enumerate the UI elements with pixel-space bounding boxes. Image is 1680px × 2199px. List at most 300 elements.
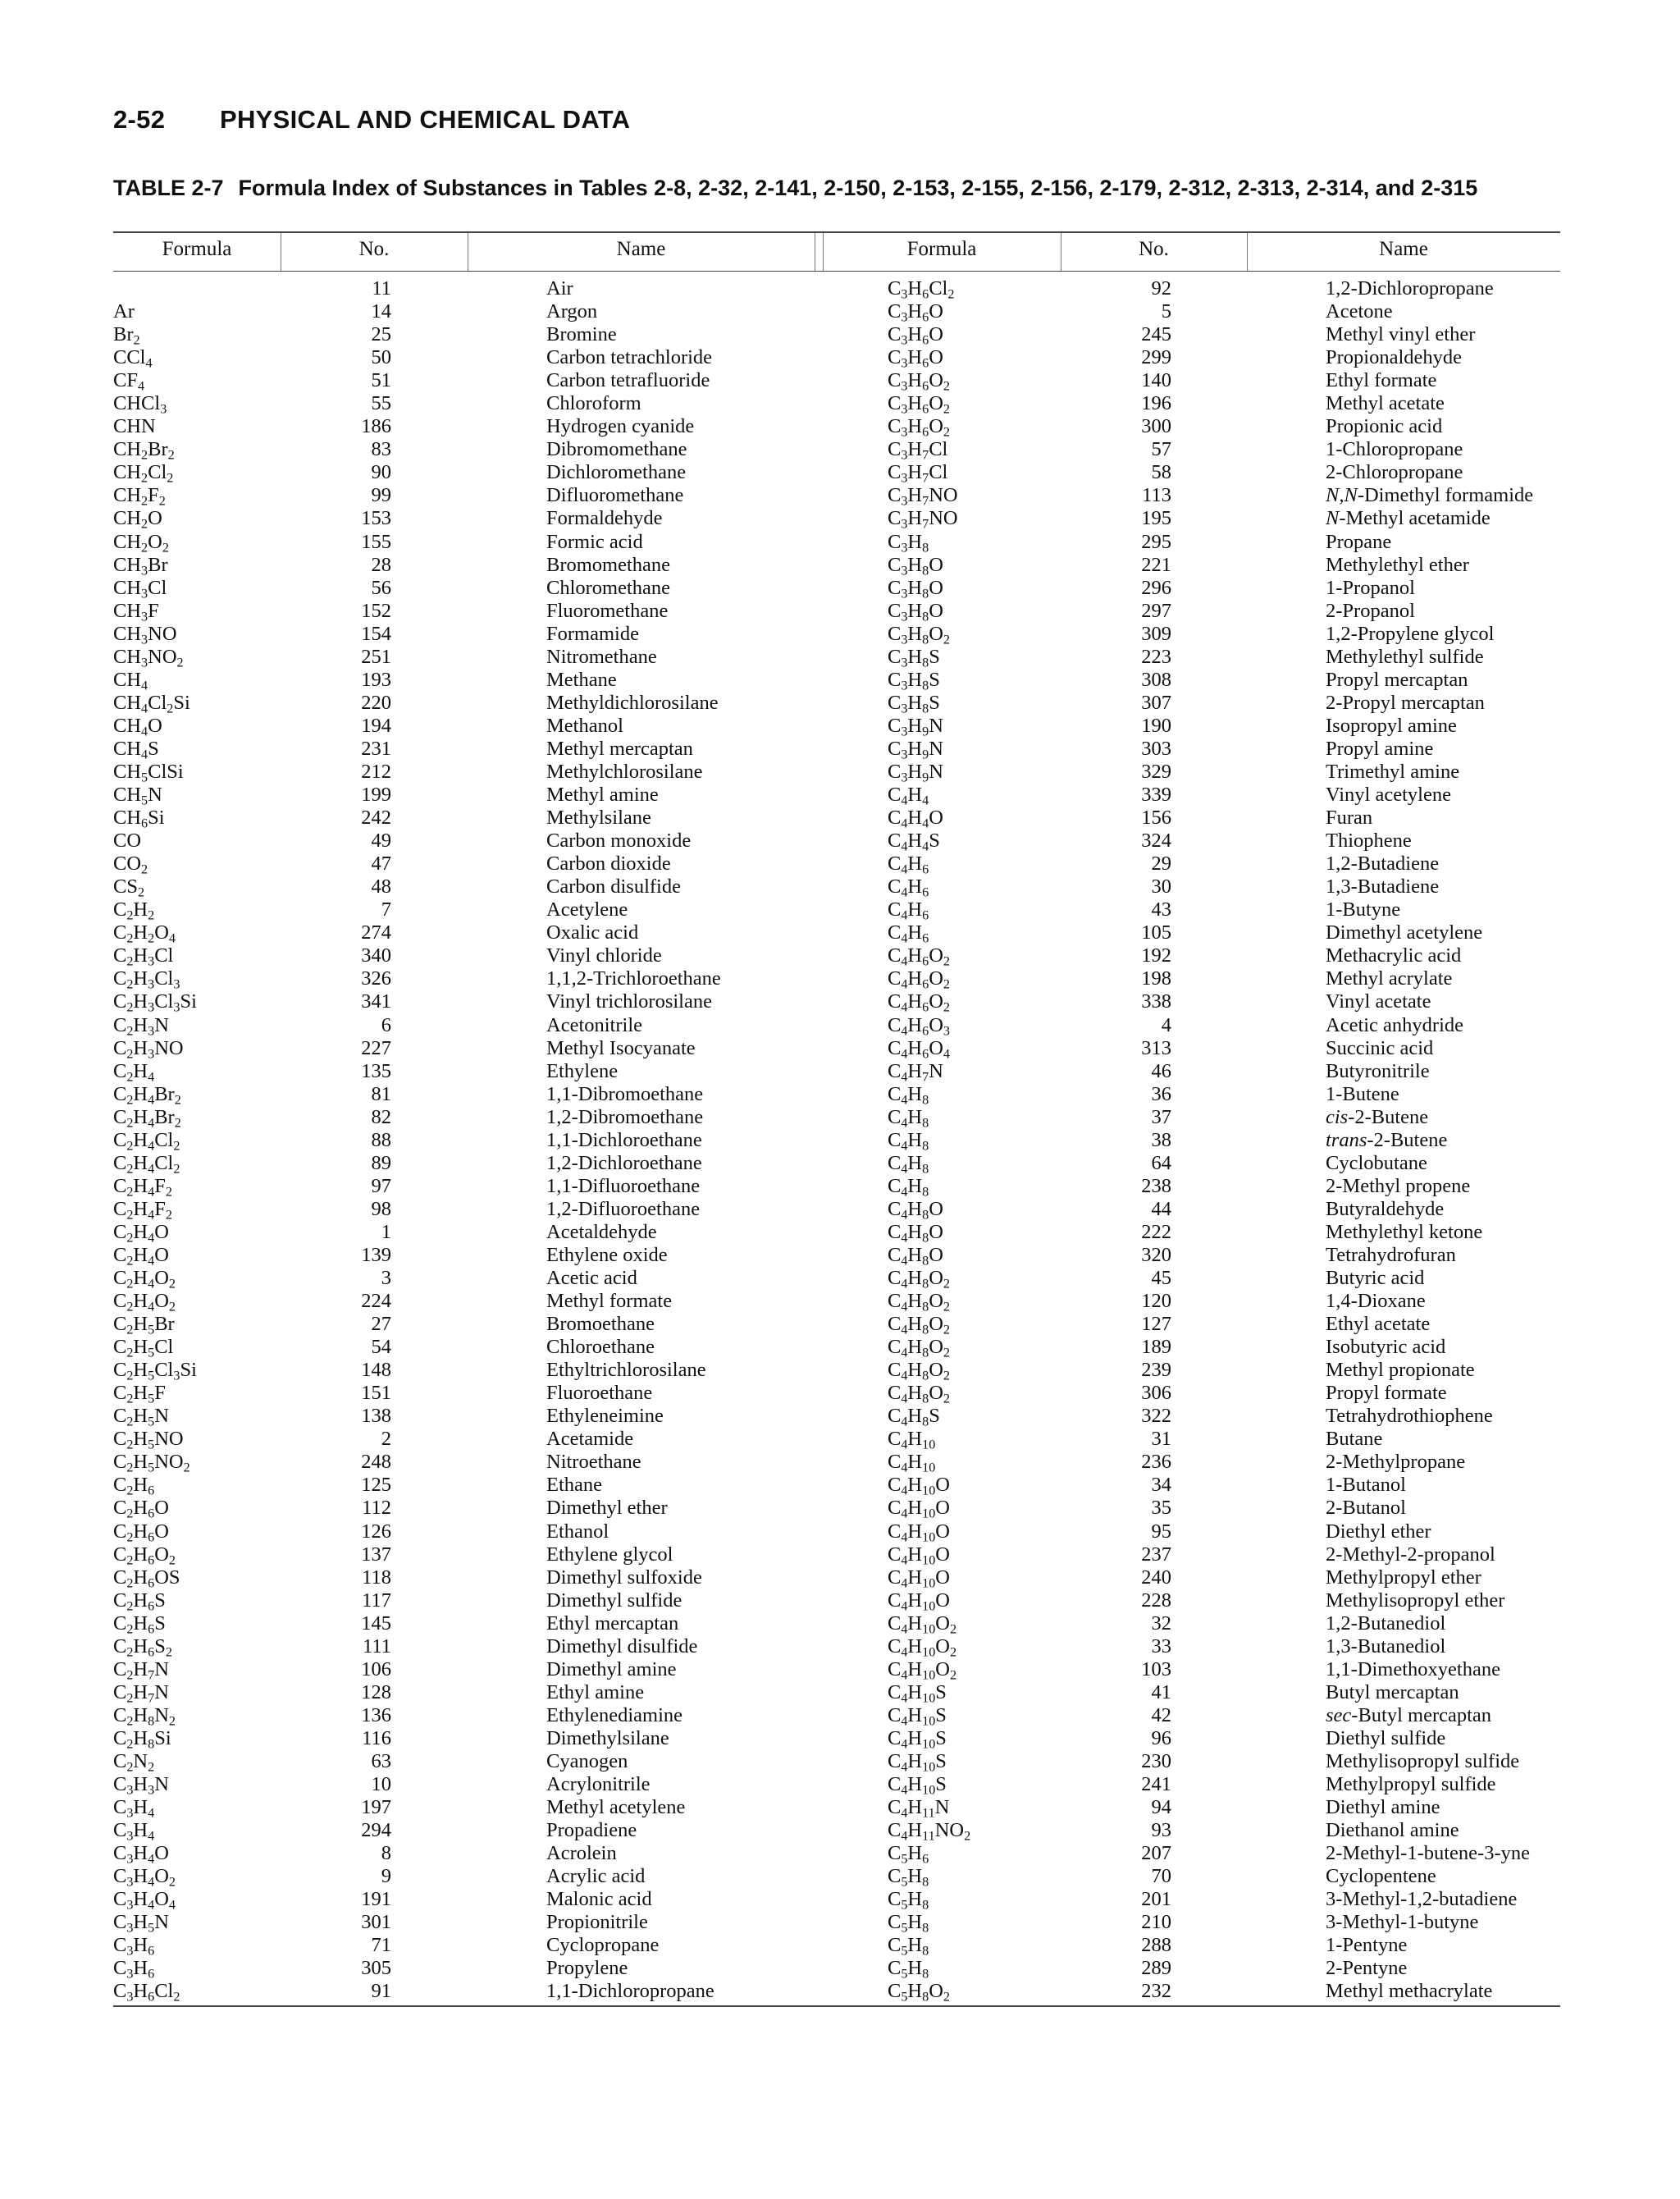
left-name-cell: Methane [546, 668, 617, 691]
right-name-cell: 1,2-Butanediol [1326, 1612, 1446, 1634]
right-number-cell: 198 [1141, 967, 1171, 990]
left-formula-cell: $C_2H_5N$ [113, 1405, 169, 1429]
left-number-cell: 199 [361, 784, 391, 807]
left-number-cell: 294 [361, 1819, 391, 1842]
table-bottom-rule [113, 2005, 1560, 2007]
right-number-cell: 222 [1141, 1220, 1171, 1243]
left-formula-cell: $C_2H_3N$ [113, 1013, 169, 1039]
right-formula-cell: $C_4H_8S$ [888, 1405, 940, 1429]
right-name-cell: 2-Methyl-2-propanol [1326, 1543, 1495, 1566]
left-number-column [281, 277, 391, 2004]
left-formula-cell: $CH_3Br$ [113, 553, 168, 578]
left-formula-cell: $CH_6Si$ [113, 807, 165, 831]
right-formula-cell: $C_3H_6O_2$ [888, 415, 950, 440]
left-formula-cell: $Br_2$ [113, 323, 140, 348]
table-caption [113, 174, 1565, 203]
left-name-cell: Dimethyl disulfide [546, 1634, 698, 1657]
left-number-cell: 83 [371, 438, 391, 461]
right-name-cell: trans-2-Butene [1326, 1128, 1448, 1151]
right-formula-cell: $C_5H_8O_2$ [888, 1980, 950, 2005]
right-name-cell: Propyl mercaptan [1326, 668, 1468, 691]
right-name-cell: Acetic anhydride [1326, 1013, 1464, 1036]
right-formula-cell: $C_4H_8O$ [888, 1243, 943, 1269]
right-number-cell: 339 [1141, 784, 1171, 807]
left-number-cell: 1 [381, 1220, 391, 1243]
right-formula-cell: $C_4H_6O_2$ [888, 944, 950, 969]
left-name-cell: 1,2-Difluoroethane [546, 1197, 701, 1220]
left-name-cell: Acetylene [546, 898, 628, 921]
left-formula-cell: $C_2H_4O_2$ [113, 1290, 176, 1314]
right-formula-column [888, 277, 1060, 2004]
right-number-cell: 300 [1141, 415, 1171, 438]
right-formula-cell: $C_4H_8O$ [888, 1197, 943, 1223]
left-name-cell: Carbon monoxide [546, 830, 692, 853]
left-number-cell: 251 [361, 645, 391, 668]
right-formula-cell: $C_5H_8$ [888, 1911, 929, 1936]
left-number-cell: 27 [371, 1313, 391, 1336]
left-name-cell: Ethylene oxide [546, 1243, 668, 1266]
right-formula-cell: $C_5H_6$ [888, 1842, 929, 1867]
left-number-cell: 212 [361, 760, 391, 783]
left-name-cell: Dichloromethane [546, 461, 687, 484]
right-name-cell: 1,3-Butadiene [1326, 875, 1440, 898]
right-name-cell: Dimethyl acetylene [1326, 921, 1483, 944]
left-formula-cell: $C_2H_4Cl_2$ [113, 1128, 180, 1154]
left-number-cell: 224 [361, 1290, 391, 1313]
left-name-cell: Fluoroethane [546, 1382, 653, 1405]
column-header-formula: Formula [162, 238, 232, 260]
right-name-cell: Isopropyl amine [1326, 714, 1457, 737]
right-number-cell: 307 [1141, 691, 1171, 714]
column-header-number: No. [358, 238, 390, 260]
left-name-cell: Ethylene glycol [546, 1543, 673, 1566]
right-name-cell: Tetrahydrofuran [1326, 1243, 1456, 1266]
left-number-cell: 191 [361, 1888, 391, 1911]
left-name-cell: 1,1-Dichloropropane [546, 1980, 714, 2003]
right-number-cell: 303 [1141, 737, 1171, 760]
left-formula-cell: CO [113, 830, 142, 853]
left-formula-cell: $C_2H_5Cl_3Si$ [113, 1359, 197, 1383]
left-name-cell: Bromoethane [546, 1313, 655, 1336]
right-name-cell: Cyclopentene [1326, 1865, 1436, 1888]
right-number-cell: 57 [1151, 438, 1171, 461]
left-number-cell: 231 [361, 737, 391, 760]
left-number-cell: 186 [361, 415, 391, 438]
left-formula-cell: $C_2H_6S$ [113, 1589, 166, 1614]
right-formula-cell: $C_4H_{10}S$ [888, 1703, 947, 1729]
left-name-cell: Vinyl trichlorosilane [546, 990, 712, 1013]
left-formula-cell: Ar [113, 300, 135, 323]
left-name-cell: Oxalic acid [546, 921, 639, 944]
right-formula-cell: $C_4H_6O_4$ [888, 1036, 950, 1062]
left-formula-cell: $CF_4$ [113, 369, 145, 394]
left-name-cell: Acrylonitrile [546, 1773, 651, 1796]
left-name-cell: Hydrogen cyanide [546, 415, 695, 438]
right-formula-cell: $C_3H_8O_2$ [888, 622, 950, 647]
right-name-cell: 1-Butyne [1326, 898, 1401, 921]
left-number-cell: 242 [361, 807, 391, 830]
left-number-cell: 48 [371, 875, 391, 898]
right-name-cell: 2-Pentyne [1326, 1957, 1408, 1980]
left-number-cell: 139 [361, 1243, 391, 1266]
right-name-cell: 1-Propanol [1326, 576, 1415, 599]
left-formula-cell: CHCl$_3$ [113, 392, 167, 417]
right-name-cell: Methyl vinyl ether [1326, 323, 1476, 346]
right-name-cell: Diethyl ether [1326, 1520, 1431, 1543]
left-name-cell: 1,1-Dichloroethane [546, 1128, 702, 1151]
column-header-name: Name [1379, 238, 1428, 260]
right-name-cell: Trimethyl amine [1326, 760, 1460, 783]
left-formula-cell: $C_2H_4O_2$ [113, 1267, 176, 1292]
right-name-cell: 1-Butanol [1326, 1474, 1406, 1497]
right-formula-cell: $C_4H_{10}S$ [888, 1680, 947, 1706]
right-number-cell: 113 [1142, 484, 1171, 507]
right-formula-cell: $C_4H_{10}O$ [888, 1520, 950, 1545]
left-name-cell: Methylchlorosilane [546, 760, 703, 783]
right-formula-cell: $C_4H_6O_2$ [888, 990, 950, 1015]
right-formula-cell: $C_5H_8$ [888, 1865, 929, 1890]
right-name-cell: Butyric acid [1326, 1267, 1425, 1290]
left-formula-cell: $C_3H_4$ [113, 1819, 155, 1844]
right-formula-cell: $C_4H_8O_2$ [888, 1382, 950, 1406]
left-name-cell: Air [546, 277, 573, 299]
left-name-cell: Vinyl chloride [546, 944, 662, 967]
right-formula-cell: $C_4H_{11}N$ [888, 1796, 950, 1821]
left-number-cell: 137 [361, 1543, 391, 1566]
left-name-cell: Formamide [546, 622, 639, 645]
left-name-cell: Cyanogen [546, 1750, 628, 1772]
right-name-cell: Butyraldehyde [1326, 1197, 1445, 1220]
right-number-cell: 95 [1151, 1520, 1171, 1543]
left-formula-cell: $C_2H_3NO$ [113, 1036, 184, 1062]
left-number-cell: 11 [372, 277, 391, 299]
left-number-cell: 305 [361, 1957, 391, 1980]
right-number-cell: 5 [1161, 300, 1171, 323]
left-formula-cell: $C_2H_4O$ [113, 1220, 169, 1246]
right-name-cell: Propionaldehyde [1326, 346, 1463, 369]
left-formula-cell: $C_3H_5N$ [113, 1911, 169, 1936]
left-number-cell: 125 [361, 1474, 391, 1497]
right-name-cell: Methylpropyl sulfide [1326, 1773, 1496, 1796]
page-number: 2-52 [113, 105, 166, 134]
left-name-cell: Propylene [546, 1957, 628, 1980]
left-name-cell: Methanol [546, 714, 623, 737]
left-name-cell: Argon [546, 300, 598, 323]
right-formula-cell: $C_4H_8O$ [888, 1220, 943, 1246]
column-header-formula: Formula [906, 238, 977, 260]
left-formula-cell: $CH_2F_2$ [113, 484, 166, 509]
right-formula-cell: $C_3H_8O$ [888, 599, 943, 624]
left-number-cell: 9 [381, 1865, 391, 1888]
right-formula-cell: $C_3H_6O$ [888, 300, 943, 325]
right-name-cell: 1-Pentyne [1326, 1934, 1408, 1957]
left-name-cell: Formaldehyde [546, 507, 663, 530]
left-name-cell: Methyl amine [546, 784, 659, 807]
right-number-cell: 105 [1141, 921, 1171, 944]
left-name-cell: Dimethylsilane [546, 1726, 669, 1749]
left-name-cell: Acetonitrile [546, 1013, 643, 1036]
left-formula-cell: $C_2H_3Cl_3$ [113, 967, 180, 992]
left-formula-cell: $C_2H_5NO_2$ [113, 1451, 190, 1475]
left-number-cell: 136 [361, 1703, 391, 1726]
right-formula-cell: $C_3H_8S$ [888, 668, 940, 693]
right-number-cell: 96 [1151, 1726, 1171, 1749]
right-formula-cell: $C_4H_6O_2$ [888, 967, 950, 992]
left-formula-cell: $C_3H_4O$ [113, 1842, 169, 1867]
left-number-cell: 248 [361, 1451, 391, 1474]
right-formula-cell: $C_4H_8$ [888, 1151, 929, 1177]
left-formula-cell: $CH_4O$ [113, 714, 162, 739]
right-name-cell: Methyl propionate [1326, 1359, 1475, 1382]
right-name-cell: 1,1-Dimethoxyethane [1326, 1657, 1500, 1680]
left-formula-cell: $C_2H_5F$ [113, 1382, 166, 1406]
left-formula-cell: $CH_3Cl$ [113, 576, 167, 601]
left-name-cell: Methyl Isocyanate [546, 1036, 696, 1059]
left-formula-cell: $C_2H_7N$ [113, 1680, 169, 1706]
right-number-cell: 42 [1151, 1703, 1171, 1726]
left-name-cell: 1,2-Dichloroethane [546, 1151, 702, 1174]
right-number-cell: 329 [1141, 760, 1171, 783]
table-title: Formula Index of Substances in Tables 2-8, 2-32, 2-141, 2-150, 2-153, 2-155, 2-156, 2-179, 2-312, 2-313, 2-314, and 2-315 [238, 176, 1478, 200]
right-formula-cell: $C_4H_{10}O$ [888, 1497, 950, 1521]
right-number-cell: 221 [1141, 553, 1171, 576]
left-name-cell: Chloroform [546, 392, 641, 415]
right-number-cell: 207 [1141, 1842, 1171, 1865]
left-name-cell: Cyclopropane [546, 1934, 660, 1957]
right-name-cell: Furan [1326, 807, 1373, 830]
left-number-cell: 50 [371, 346, 391, 369]
right-number-cell: 237 [1141, 1543, 1171, 1566]
left-number-cell: 49 [371, 830, 391, 853]
right-formula-cell: $C_3H_7Cl$ [888, 438, 948, 463]
left-formula-cell: $C_2H_6S_2$ [113, 1634, 172, 1660]
right-formula-cell: $C_3H_8O$ [888, 576, 943, 601]
left-name-cell: Dibromomethane [546, 438, 687, 461]
left-name-cell: Ethane [546, 1474, 603, 1497]
right-formula-cell: $C_3H_8S$ [888, 645, 940, 670]
right-name-cell: Ethyl acetate [1326, 1313, 1431, 1336]
left-name-cell: Formic acid [546, 530, 643, 553]
right-name-cell: Methyl methacrylate [1326, 1980, 1493, 2003]
left-formula-cell: $C_2H_5Br$ [113, 1313, 175, 1337]
left-number-cell: 97 [371, 1174, 391, 1197]
right-number-cell: 324 [1141, 830, 1171, 853]
right-name-cell: Ethyl formate [1326, 369, 1437, 392]
left-number-cell: 8 [381, 1842, 391, 1865]
section-title: PHYSICAL AND CHEMICAL DATA [220, 105, 631, 134]
left-name-cell: Nitromethane [546, 645, 657, 668]
right-number-cell: 313 [1141, 1036, 1171, 1059]
left-name-cell: Dimethyl ether [546, 1497, 668, 1520]
left-formula-cell: $C_3H_4$ [113, 1796, 155, 1821]
left-number-cell: 112 [362, 1497, 391, 1520]
right-number-cell: 31 [1151, 1428, 1171, 1451]
right-formula-cell: $C_5H_8$ [888, 1934, 929, 1959]
left-name-cell: Methyldichlorosilane [546, 691, 719, 714]
left-number-cell: 145 [361, 1612, 391, 1634]
left-number-cell: 128 [361, 1680, 391, 1703]
left-formula-cell: $C_2H_5NO$ [113, 1428, 184, 1452]
left-formula-cell: $C_2H_7N$ [113, 1657, 169, 1683]
right-formula-cell: $C_3H_6O_2$ [888, 392, 950, 417]
left-formula-cell: $CH_5N$ [113, 784, 162, 808]
right-name-cell: Methylpropyl ether [1326, 1566, 1481, 1589]
left-number-cell: 148 [361, 1359, 391, 1382]
left-formula-cell: $C_3H_6$ [113, 1934, 155, 1959]
right-number-cell: 295 [1141, 530, 1171, 553]
right-name-cell: Diethyl sulfide [1326, 1726, 1446, 1749]
left-name-cell: Methyl mercaptan [546, 737, 693, 760]
right-number-cell: 289 [1141, 1957, 1171, 1980]
right-name-cell: 3-Methyl-1,2-butadiene [1326, 1888, 1518, 1911]
left-name-cell: Carbon tetrafluoride [546, 369, 710, 392]
right-number-cell: 36 [1151, 1082, 1171, 1105]
right-name-cell: Methylisopropyl sulfide [1326, 1750, 1520, 1772]
left-name-cell: Malonic acid [546, 1888, 652, 1911]
right-formula-cell: $C_4H_8O_2$ [888, 1336, 950, 1360]
right-formula-cell: $C_3H_9N$ [888, 714, 943, 739]
right-number-cell: 30 [1151, 875, 1171, 898]
left-number-cell: 10 [371, 1773, 391, 1796]
running-header [113, 105, 630, 135]
right-name-cell: N-Methyl acetamide [1326, 507, 1491, 530]
left-name-cell: Chloromethane [546, 576, 671, 599]
left-name-cell: Ethyleneimine [546, 1405, 664, 1428]
right-formula-cell: $C_4H_{11}NO_2$ [888, 1819, 971, 1844]
left-formula-column [113, 277, 277, 2004]
right-formula-cell: $C_4H_{10}O_2$ [888, 1612, 957, 1637]
right-number-cell: 4 [1161, 1013, 1171, 1036]
left-number-cell: 89 [371, 1151, 391, 1174]
right-name-cell: Diethanol amine [1326, 1819, 1459, 1842]
left-formula-cell: $C_2H_4F_2$ [113, 1197, 172, 1223]
left-number-cell: 63 [371, 1750, 391, 1772]
left-formula-cell: $C_2H_4Cl_2$ [113, 1151, 180, 1177]
right-number-cell: 190 [1141, 714, 1171, 737]
left-formula-cell: $C_2H_6O$ [113, 1520, 169, 1545]
left-number-cell: 118 [362, 1566, 391, 1589]
right-formula-cell: $C_4H_6$ [888, 875, 929, 900]
left-number-cell: 54 [371, 1336, 391, 1359]
right-number-cell: 297 [1141, 599, 1171, 622]
right-formula-cell: $C_4H_{10}O$ [888, 1474, 950, 1498]
right-formula-cell: $C_4H_8$ [888, 1082, 929, 1108]
left-name-cell: 1,1-Dibromoethane [546, 1082, 704, 1105]
left-name-cell: Acetaldehyde [546, 1220, 657, 1243]
right-formula-cell: $C_4H_8$ [888, 1128, 929, 1154]
left-formula-cell: $CH_4S$ [113, 737, 159, 762]
right-number-cell: 92 [1151, 277, 1171, 299]
left-name-cell: Methylsilane [546, 807, 651, 830]
left-number-cell: 71 [371, 1934, 391, 1957]
left-formula-cell: $C_3H_4O_2$ [113, 1865, 176, 1890]
left-name-cell: Ethylenediamine [546, 1703, 682, 1726]
left-number-cell: 126 [361, 1520, 391, 1543]
right-formula-cell: $C_4H_8O_2$ [888, 1359, 950, 1383]
left-number-cell: 88 [371, 1128, 391, 1151]
right-number-cell: 140 [1141, 369, 1171, 392]
left-number-cell: 138 [361, 1405, 391, 1428]
left-name-cell: Ethylene [546, 1059, 619, 1082]
right-number-cell: 196 [1141, 392, 1171, 415]
right-number-cell: 41 [1151, 1680, 1171, 1703]
right-formula-cell: $C_3H_8$ [888, 530, 929, 555]
left-number-cell: 193 [361, 668, 391, 691]
left-number-cell: 197 [361, 1796, 391, 1819]
left-name-cell: Propadiene [546, 1819, 637, 1842]
right-formula-cell: $C_4H_6$ [888, 898, 929, 923]
right-name-cell: Vinyl acetylene [1326, 784, 1451, 807]
right-number-cell: 189 [1141, 1336, 1171, 1359]
left-name-cell: Ethanol [546, 1520, 609, 1543]
left-formula-cell: $C_2H_6S$ [113, 1612, 166, 1637]
left-name-cell: Acrolein [546, 1842, 617, 1865]
right-formula-cell: $C_4H_8O_2$ [888, 1313, 950, 1337]
right-number-cell: 37 [1151, 1105, 1171, 1128]
left-number-cell: 56 [371, 576, 391, 599]
right-formula-cell: $C_3H_6O$ [888, 346, 943, 371]
right-name-cell: 2-Chloropropane [1326, 461, 1463, 484]
left-name-cell: Ethyl mercaptan [546, 1612, 679, 1634]
right-name-cell: Methyl acrylate [1326, 967, 1453, 990]
right-name-cell: Methylisopropyl ether [1326, 1589, 1505, 1612]
left-name-cell: Difluoromethane [546, 484, 684, 507]
left-name-cell: 1,1-Difluoroethane [546, 1174, 701, 1197]
right-formula-cell: $C_4H_8$ [888, 1105, 929, 1131]
left-formula-cell: $C_3H_4O_4$ [113, 1888, 176, 1913]
right-number-column [1061, 277, 1171, 2004]
right-name-cell: N,N-Dimethyl formamide [1326, 484, 1534, 507]
right-formula-cell: $C_4H_4S$ [888, 830, 940, 854]
left-name-cell: Ethyl amine [546, 1680, 645, 1703]
left-number-cell: 151 [361, 1382, 391, 1405]
column-header-name: Name [616, 238, 666, 260]
right-formula-cell: $C_3H_6Cl_2$ [888, 277, 955, 302]
right-number-cell: 288 [1141, 1934, 1171, 1957]
right-number-cell: 103 [1141, 1657, 1171, 1680]
right-number-cell: 306 [1141, 1382, 1171, 1405]
right-formula-cell: $C_3H_9N$ [888, 760, 943, 785]
left-number-cell: 152 [361, 599, 391, 622]
left-formula-cell [113, 277, 277, 300]
left-number-cell: 301 [361, 1911, 391, 1934]
left-formula-cell: $C_2H_8N_2$ [113, 1703, 176, 1729]
left-formula-cell: $C_2H_3Cl_3Si$ [113, 990, 197, 1015]
left-name-cell: Fluoromethane [546, 599, 669, 622]
right-number-cell: 38 [1151, 1128, 1171, 1151]
right-name-cell: Butyl mercaptan [1326, 1680, 1459, 1703]
right-name-cell: Propane [1326, 530, 1392, 553]
left-number-cell: 2 [381, 1428, 391, 1451]
table-label: TABLE 2-7 [113, 176, 224, 200]
column-header-number: No. [1139, 238, 1169, 260]
left-formula-cell: $CH_2O_2$ [113, 530, 169, 555]
left-number-cell: 154 [361, 622, 391, 645]
left-formula-cell: $C_3H_6Cl_2$ [113, 1980, 180, 2005]
left-number-cell: 82 [371, 1105, 391, 1128]
left-formula-cell: $C_2H_4O$ [113, 1243, 169, 1269]
left-name-cell: Bromine [546, 323, 617, 346]
right-name-cell: 1,2-Butadiene [1326, 853, 1440, 875]
left-formula-cell: $CH_2Cl_2$ [113, 461, 174, 486]
right-number-cell: 309 [1141, 622, 1171, 645]
right-name-cell: sec-Butyl mercaptan [1326, 1703, 1492, 1726]
right-formula-cell: $C_4H_8O_2$ [888, 1267, 950, 1292]
right-formula-cell: $C_4H_{10}S$ [888, 1773, 947, 1798]
left-formula-cell: $CH_4$ [113, 668, 148, 693]
right-formula-cell: $C_4H_6$ [888, 853, 929, 877]
left-formula-cell: $C_2H_4F_2$ [113, 1174, 172, 1200]
